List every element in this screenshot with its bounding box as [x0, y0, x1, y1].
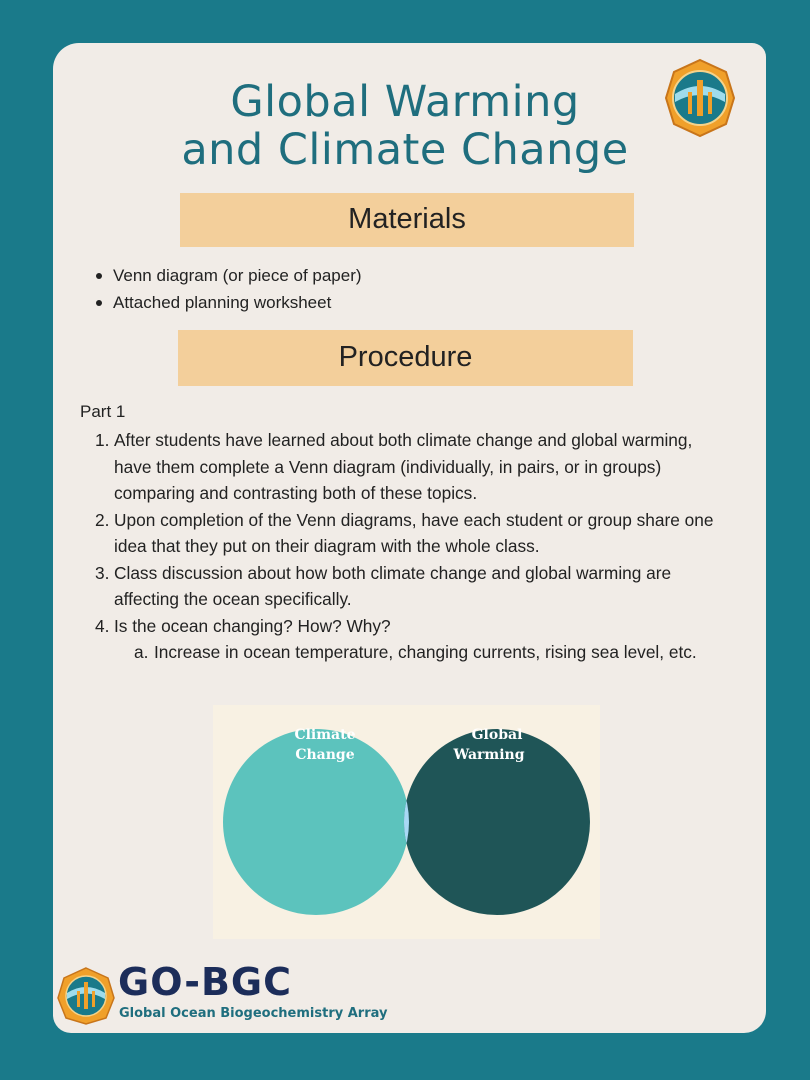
list-item	[90, 613, 725, 666]
step-text: Is the ocean changing? How? Why?	[114, 615, 391, 636]
step-text: Class discussion about how both climate change and global warming are affecting the ocean specifically.	[114, 562, 672, 609]
step-text: After students have learned about both climate change and global warming, have them complete a Venn diagram (individually, in pairs, or in groups) comparing and contrasting both of these topics.	[114, 430, 693, 503]
materials-heading: Materials	[180, 193, 634, 247]
step-number: a.	[134, 642, 149, 662]
step-text: Upon completion of the Venn diagrams, have each student or group share one idea that they put on their diagram with the whole class.	[114, 509, 714, 556]
step-number: 4.	[95, 615, 110, 636]
venn-left-label-2: Change	[295, 747, 355, 763]
sub-steps	[114, 639, 725, 666]
procedure-steps	[90, 427, 725, 666]
brand-subtitle: Global Ocean Biogeochemistry Array	[119, 1006, 388, 1021]
venn-left-label-1: Climate	[294, 727, 356, 743]
venn-right-label-2: Warming	[453, 747, 525, 763]
list-item: Attached planning worksheet	[93, 289, 362, 316]
list-item	[90, 560, 725, 613]
list-item	[90, 427, 725, 507]
materials-list	[93, 262, 362, 316]
list-item: Venn diagram (or piece of paper)	[93, 262, 362, 289]
procedure-heading: Procedure	[178, 330, 633, 386]
step-number: 1.	[95, 430, 110, 450]
title-line-2: and Climate Change	[181, 125, 629, 175]
venn-right-label-1: Global	[471, 727, 523, 743]
step-text: Increase in ocean temperature, changing currents, rising sea level, etc.	[154, 642, 697, 662]
brand-name: GO-BGC	[118, 960, 293, 1004]
part-label: Part 1	[80, 402, 126, 421]
venn-diagram	[213, 705, 600, 939]
float-emblem-icon	[664, 58, 736, 138]
go-bgc-logo-icon	[56, 966, 116, 1026]
title-line-1: Global Warming	[230, 77, 580, 127]
list-item	[136, 639, 725, 666]
list-item	[90, 507, 725, 560]
step-number: 2.	[95, 509, 110, 530]
step-number: 3.	[95, 562, 110, 583]
